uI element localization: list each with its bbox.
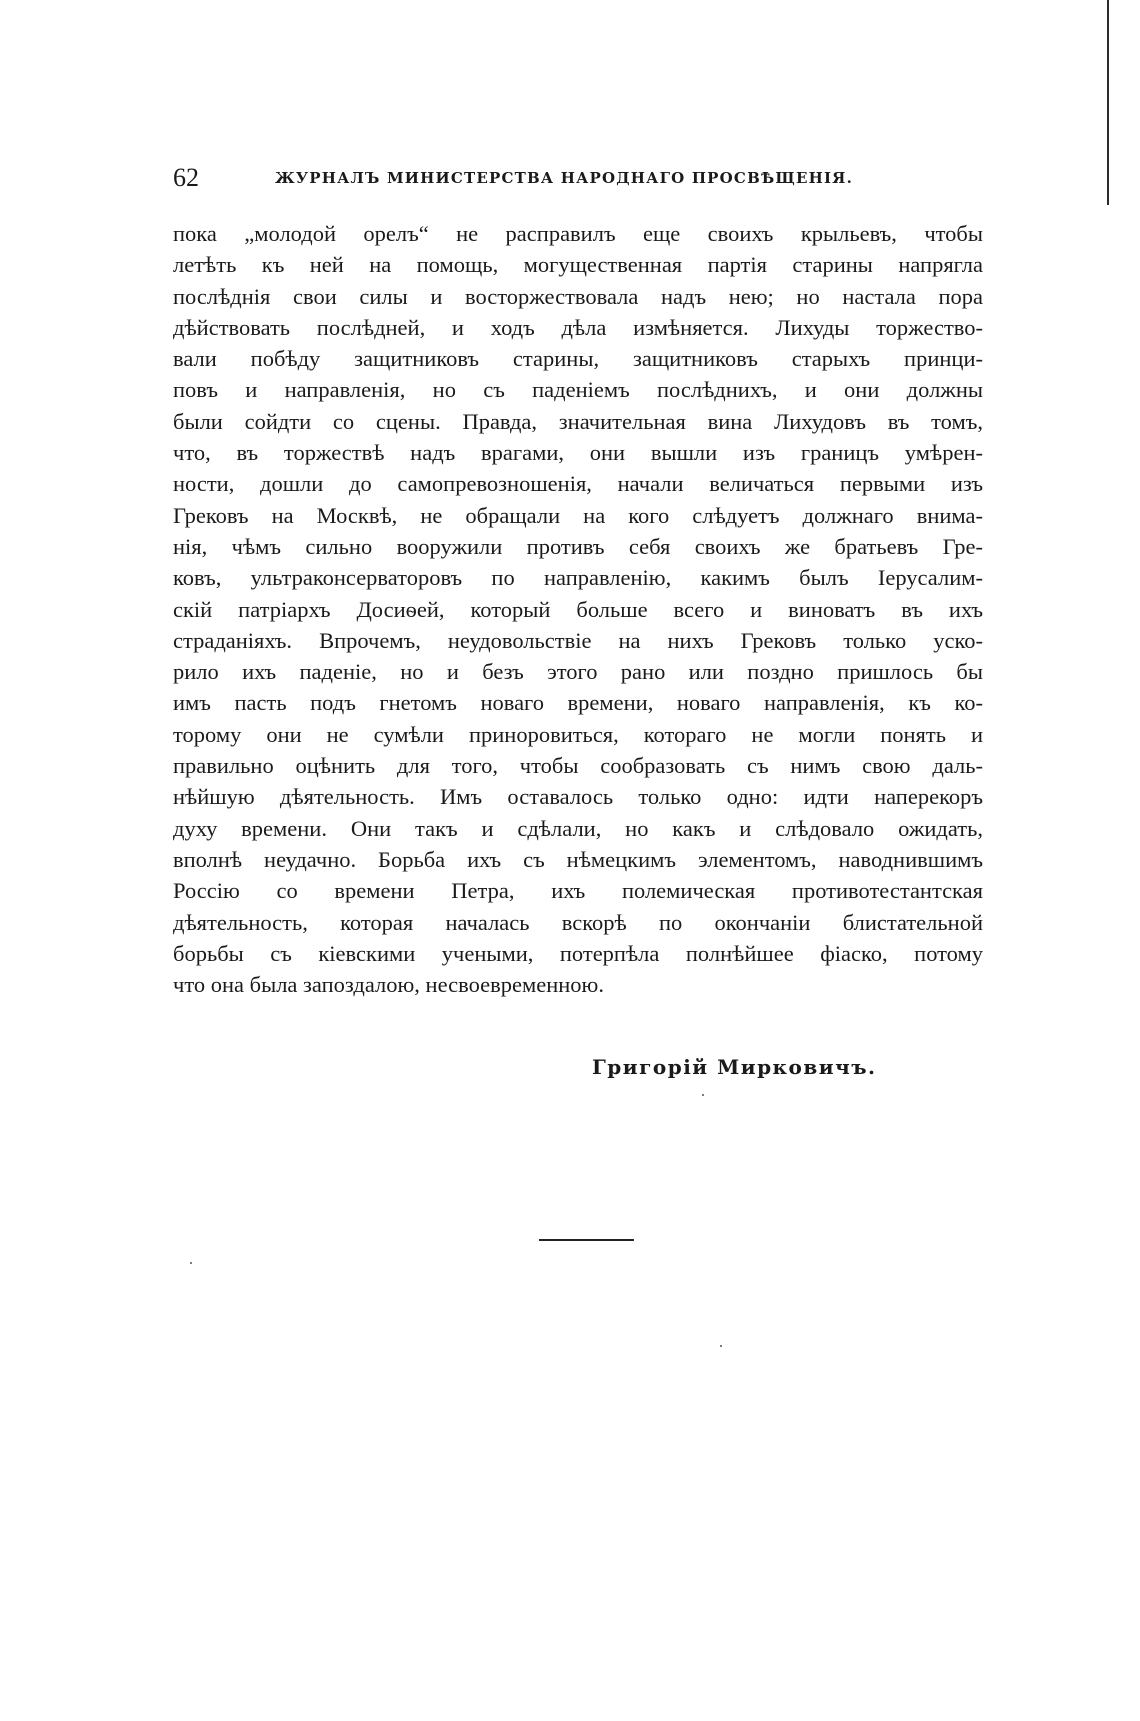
text-line: ковъ, ультраконсерваторовъ по направленію, какимъ былъ Іерусалим- <box>173 565 983 591</box>
scan-speck <box>702 1094 704 1096</box>
page-header <box>173 163 933 193</box>
text-line: Россію со времени Петра, ихъ полемическая противотестантская <box>173 878 983 904</box>
text-line: повъ и направленія, но съ паденіемъ послѣднихъ, и они должны <box>173 377 983 403</box>
text-line: страданіяхъ. Впрочемъ, неудовольствіе на нихъ Грековъ только уско- <box>173 627 983 653</box>
text-line: дѣятельность, которая началась вскорѣ по окончаніи блистательной <box>173 909 983 935</box>
page-number: 62 <box>173 163 199 192</box>
running-title: ЖУРНАЛЪ МИНИСТЕРСТВА НАРОДНАГО ПРОСВѢЩЕНІЯ. <box>275 169 854 187</box>
text-line: скій патріархъ Досиѳей, который больше всего и виноватъ въ ихъ <box>173 596 983 622</box>
text-line: торому они не сумѣли приноровиться, котораго не могли понять и <box>173 721 983 747</box>
text-line: вали побѣду защитниковъ старины, защитниковъ старыхъ принци- <box>173 346 983 372</box>
text-line: что она была запоздалою, несвоевременною. <box>173 972 604 998</box>
text-line: нія, чѣмъ сильно вооружили противъ себя своихъ же братьевъ Гре- <box>173 533 983 559</box>
author-signature: Григорій Мирковичъ. <box>592 1055 877 1079</box>
text-line: дѣйствовать послѣдней, и ходъ дѣла измѣняется. Лихуды торжество- <box>173 314 983 340</box>
scan-speck <box>720 1345 722 1347</box>
text-line: правильно оцѣнить для того, чтобы сообразовать съ нимъ свою даль- <box>173 753 983 779</box>
text-line: духу времени. Они такъ и сдѣлали, но какъ и слѣдовало ожидать, <box>173 815 983 841</box>
text-line: рило ихъ паденіе, но и безъ этого рано или поздно пришлось бы <box>173 659 983 685</box>
text-line: Грековъ на Москвѣ, не обращали на кого слѣдуетъ должнаго внима- <box>173 502 983 528</box>
text-line: что, въ торжествѣ надъ врагами, они вышли изъ границъ умѣрен- <box>173 440 983 466</box>
page-edge-line <box>1107 0 1109 205</box>
text-line: ности, дошли до самопревозношенія, начали величаться первыми изъ <box>173 471 983 497</box>
text-line: летѣть къ ней на помощь, могущественная партія старины напрягла <box>173 252 983 278</box>
text-line: борьбы съ кіевскими учеными, потерпѣла полнѣйшее фіаско, потому <box>173 940 983 966</box>
text-line: послѣднія свои силы и восторжествовала надъ нею; но настала пора <box>173 283 983 309</box>
scan-speck <box>190 1262 192 1264</box>
text-line: вполнѣ неудачно. Борьба ихъ съ нѣмецкимъ элементомъ, наводнившимъ <box>173 846 983 872</box>
section-end-rule <box>539 1239 634 1241</box>
text-line: были сойдти со сцены. Правда, значительная вина Лихудовъ въ томъ, <box>173 408 983 434</box>
article-text <box>173 218 983 1000</box>
text-line: имъ пасть подъ гнетомъ новаго времени, новаго направленія, къ ко- <box>173 690 983 716</box>
text-line: пока „молодой орелъ“ не расправилъ еще своихъ крыльевъ, чтобы <box>173 221 983 246</box>
text-line: нѣйшую дѣятельность. Имъ оставалось только одно: идти наперекоръ <box>173 784 983 810</box>
